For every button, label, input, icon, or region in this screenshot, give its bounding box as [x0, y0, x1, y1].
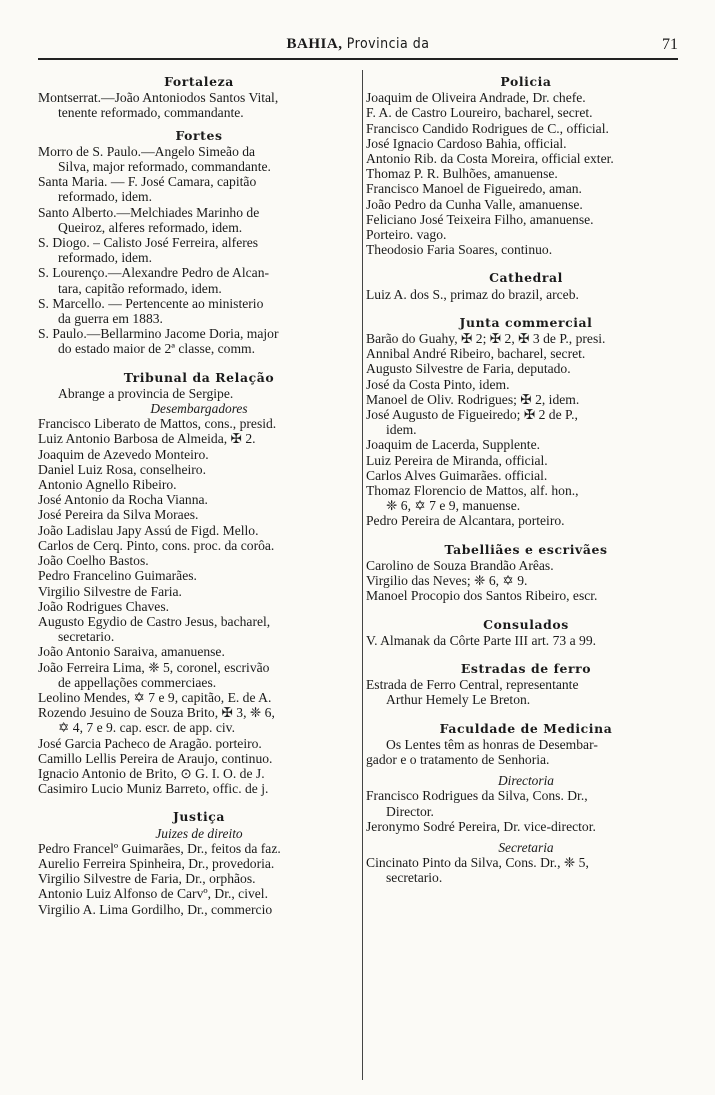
entry-continuation: Queiroz, alferes reformado, idem. [58, 219, 243, 235]
entry-line: Casimiro Lucio Muniz Barreto, offic. de j. [38, 781, 269, 797]
entry-line: Santa Maria. — F. José Camara, capitão [38, 174, 257, 190]
running-title [38, 36, 678, 53]
entry-line: Aurelio Ferreira Spinheira, Dr., provedoria. [38, 855, 275, 871]
entry-line: João Coelho Bastos. [38, 553, 149, 569]
running-title-province: Provincia da [346, 36, 430, 52]
subsection-heading: Juizes de direito [155, 825, 243, 841]
entry-continuation: Silva, major reformado, commandante. [58, 159, 271, 175]
entry-line: Pedro Francelº Guimarães, Dr., feitos da faz. [38, 840, 281, 856]
entry-line: V. Almanak da Côrte Parte III art. 73 a 99. [366, 632, 597, 648]
entry-line: José Augusto de Figueiredo; ✠ 2 de P., [366, 407, 578, 423]
entry-line: Montserrat.—João Antoniodos Santos Vital, [38, 90, 279, 106]
entry-line: Thomaz P. R. Bulhões, amanuense. [366, 166, 558, 182]
section-heading: Cathedral [489, 270, 563, 286]
spacer [38, 796, 360, 802]
column-divider [362, 70, 363, 1080]
entry-line: Joaquim de Azevedo Monteiro. [38, 446, 209, 462]
entry-line: Daniel Luiz Rosa, conselheiro. [38, 461, 206, 477]
page-number: 71 [662, 36, 678, 53]
entry-line: José da Costa Pinto, idem. [366, 376, 510, 392]
entry-line: Ignacio Antonio de Brito, ⊙ G. I. O. de J. [38, 765, 265, 781]
entry-continuation: idem. [386, 422, 417, 438]
subsection-heading: Desembargadores [150, 401, 248, 417]
entry-line: Leolino Mendes, ✡ 7 e 9, capitão, E. de A. [38, 689, 272, 705]
entry-line: Rozendo Jesuino de Souza Brito, ✠ 3, ❈ 6, [38, 705, 275, 721]
entry-line: João Antonio Saraiva, amanuense. [38, 644, 225, 660]
entry-line: Francisco Candido Rodrigues de C., official. [366, 120, 609, 136]
section-heading: Tribunal da Relação [123, 369, 275, 385]
spacer [38, 357, 360, 363]
entry-line: Porteiro. vago. [366, 227, 447, 243]
entry-line: Virgilio A. Lima Gordilho, Dr., commercio [38, 901, 273, 917]
entry-line: F. A. de Castro Loureiro, bacharel, secret. [366, 105, 593, 121]
entry-line: Antonio Rib. da Costa Moreira, official exter. [366, 151, 614, 167]
spacer [366, 257, 686, 263]
entry-line: Pedro Pereira de Alcantara, porteiro. [366, 513, 565, 529]
spacer [366, 648, 686, 654]
page-header [38, 34, 678, 56]
entry-line: Pedro Francelino Guimarães. [38, 568, 197, 584]
entry-line: Antonio Agnello Ribeiro. [38, 477, 177, 493]
entry-line: Antonio Luiz Alfonso de Carvº, Dr., civel. [38, 886, 268, 902]
entry-line: Carlos de Cerq. Pinto, cons. proc. da corôa. [38, 537, 275, 553]
entry-line: João Ferreira Lima, ❈ 5, coronel, escrivão [38, 659, 270, 675]
spacer [366, 529, 686, 535]
entry-continuation: ❈ 6, ✡ 7 e 9, manuense. [386, 498, 521, 514]
subsection-heading: Secretaria [498, 839, 554, 855]
entry-continuation: secretario. [386, 870, 443, 886]
entry-continuation: Os Lentes têm as honras de Desembar- [386, 736, 598, 752]
entry-line: Cincinato Pinto da Silva, Cons. Dr., ❈ 5, [366, 855, 589, 871]
entry-line: Francisco Rodrigues da Silva, Cons. Dr., [366, 788, 588, 804]
section-heading: Justiça [172, 809, 226, 825]
header-rule [38, 58, 678, 60]
section-heading: Estradas de ferro [460, 660, 592, 676]
entry-line: Virgilio Silvestre de Faria, Dr., orphãos. [38, 871, 256, 887]
entry-continuation: tenente reformado, commandante. [58, 105, 244, 121]
entry-line: Jeronymo Sodré Pereira, Dr. vice-director. [366, 818, 596, 834]
right-column [366, 74, 686, 886]
left-column [38, 74, 360, 917]
entry-line: Virgilio Silvestre de Faria. [38, 583, 182, 599]
entry-line: José Antonio da Rocha Vianna. [38, 492, 208, 508]
entry-continuation: reformado, idem. [58, 189, 152, 205]
entry-continuation: do estado maior de 2ª classe, comm. [58, 341, 256, 357]
entry-continuation: da guerra em 1883. [58, 311, 163, 327]
entry-line: Luiz Pereira de Miranda, official. [366, 452, 548, 468]
section-heading: Policia [500, 74, 552, 89]
entry-continuation: ✡ 4, 7 e 9. cap. escr. de app. civ. [58, 720, 235, 736]
section-heading: Faculdade de Medicina [439, 720, 613, 736]
entry-line: Theodosio Faria Soares, continuo. [366, 242, 553, 258]
entry-line: S. Diogo. – Calisto José Ferreira, alferes [38, 235, 259, 251]
section-heading: Junta commercial [459, 314, 593, 330]
entry-line: José Pereira da Silva Moraes. [38, 507, 199, 523]
entry-line: Manoel de Oliv. Rodrigues; ✠ 2, idem. [366, 391, 580, 407]
section-heading: Fortaleza [164, 74, 234, 89]
entry-line: Carolino de Souza Brandão Arêas. [366, 557, 554, 573]
running-title-state: BAHIA, [286, 36, 343, 52]
subsection-heading: Directoria [497, 773, 555, 789]
entry-line: Estrada de Ferro Central, representante [366, 677, 579, 693]
entry-line: Camillo Lellis Pereira de Araujo, continuo. [38, 750, 273, 766]
entry-line: Thomaz Florencio de Mattos, alf. hon., [366, 483, 579, 499]
entry-line: Francisco Manoel de Figueiredo, aman. [366, 181, 582, 197]
entry-line: Annibal André Ribeiro, bacharel, secret. [366, 346, 586, 362]
entry-continuation: Arthur Hemely Le Breton. [386, 692, 531, 708]
spacer [366, 302, 686, 308]
entry-line: José Garcia Pacheco de Aragão. porteiro. [38, 735, 262, 751]
entry-line: Francisco Liberato de Mattos, cons., presid. [38, 416, 277, 432]
entry-line: Augusto Silvestre de Faria, deputado. [366, 361, 571, 377]
section-heading: Tabelliães e escrivães [444, 541, 608, 557]
entry-line: Santo Alberto.—Melchiades Marinho de [38, 204, 260, 220]
entry-line: Barão do Guahy, ✠ 2; ✠ 2, ✠ 3 de P., presi. [366, 331, 606, 347]
entry-continuation: Director. [386, 803, 434, 819]
entry-continuation: Abrange a provincia de Sergipe. [58, 385, 234, 401]
entry-line: Augusto Egydio de Castro Jesus, bacharel, [38, 613, 271, 629]
entry-line: Carlos Alves Guimarães. official. [366, 467, 548, 483]
entry-line: Joaquim de Lacerda, Supplente. [366, 437, 541, 453]
entry-line: Luiz A. dos S., primaz do brazil, arceb. [366, 286, 579, 302]
entry-line: João Pedro da Cunha Valle, amanuense. [366, 196, 583, 212]
entry-line: José Ignacio Cardoso Bahia, official. [366, 135, 567, 151]
section-heading: Consulados [483, 616, 569, 632]
entry-line: Morro de S. Paulo.—Angelo Simeão da [38, 143, 256, 159]
entry-line: João Ladislau Japy Assú de Figd. Mello. [38, 522, 259, 538]
entry-line: Manoel Procopio dos Santos Ribeiro, escr. [366, 588, 598, 604]
entry-line: Joaquim de Oliveira Andrade, Dr. chefe. [366, 90, 586, 106]
entry-continuation: tara, capitão reformado, idem. [58, 280, 222, 296]
entry-line: Feliciano José Teixeira Filho, amanuense. [366, 211, 594, 227]
spacer [366, 708, 686, 714]
spacer [366, 604, 686, 610]
entry-line: gador e o tratamento de Senhoria. [366, 751, 550, 767]
section-heading: Fortes [175, 127, 223, 143]
entry-line: João Rodrigues Chaves. [38, 598, 170, 614]
entry-continuation: de appellações commerciaes. [58, 674, 217, 690]
entry-continuation: reformado, idem. [58, 250, 152, 266]
entry-line: S. Marcello. — Pertencente ao ministerio [38, 295, 264, 311]
entry-line: S. Lourenço.—Alexandre Pedro de Alcan- [38, 265, 270, 281]
entry-line: Virgilio das Neves; ❈ 6, ✡ 9. [366, 573, 528, 589]
entry-continuation: secretario. [58, 629, 115, 645]
entry-line: Luiz Antonio Barbosa de Almeida, ✠ 2. [38, 431, 256, 447]
entry-line: S. Paulo.—Bellarmino Jacome Doria, major [38, 326, 279, 342]
